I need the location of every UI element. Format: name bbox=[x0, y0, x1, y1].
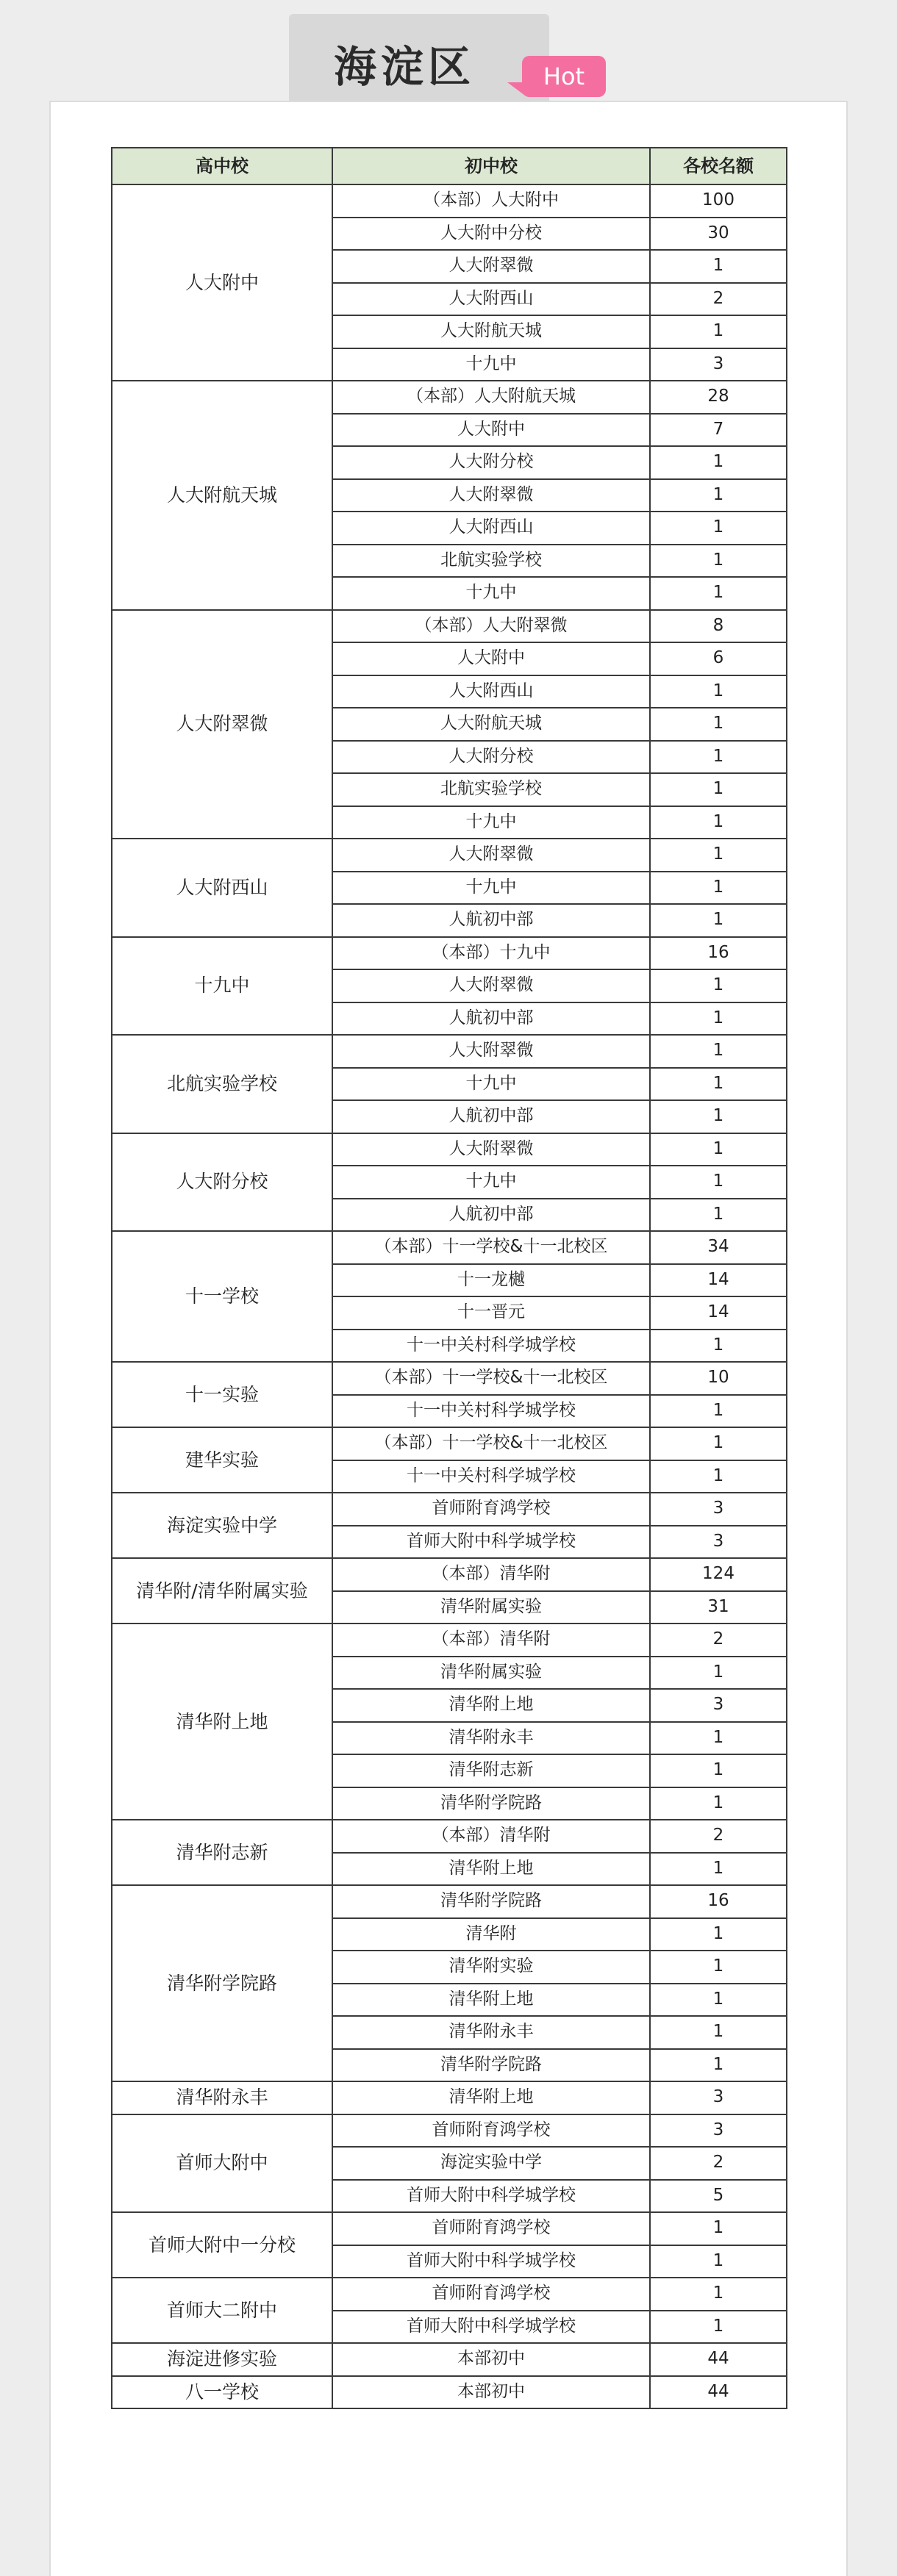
table-row bbox=[112, 1885, 787, 1918]
table-row bbox=[112, 2081, 787, 2114]
quota-cell: 1 bbox=[650, 1918, 787, 1951]
region-title-box bbox=[289, 14, 549, 112]
quota-cell: 10 bbox=[650, 1362, 787, 1395]
middle-school-cell: 人大附西山 bbox=[332, 512, 650, 545]
middle-school-cell: 人航初中部 bbox=[332, 1100, 650, 1133]
middle-school-cell: （本部）十一学校&十一北校区 bbox=[332, 1362, 650, 1395]
middle-school-cell: 人大附翠微 bbox=[332, 839, 650, 872]
quota-cell: 16 bbox=[650, 1885, 787, 1918]
quota-cell: 28 bbox=[650, 381, 787, 414]
table-row bbox=[112, 1624, 787, 1657]
quota-cell: 1 bbox=[650, 1951, 787, 1984]
quota-cell: 100 bbox=[650, 184, 787, 218]
quota-cell: 1 bbox=[650, 1657, 787, 1690]
quota-cell: 8 bbox=[650, 610, 787, 643]
middle-school-cell: 清华附上地 bbox=[332, 1984, 650, 2017]
quota-cell: 124 bbox=[650, 1558, 787, 1591]
high-school-cell: 八一学校 bbox=[112, 2376, 332, 2409]
quota-cell: 1 bbox=[650, 545, 787, 578]
table-row bbox=[112, 839, 787, 872]
table-row bbox=[112, 2212, 787, 2245]
quota-cell: 1 bbox=[650, 250, 787, 283]
table-row bbox=[112, 2278, 787, 2311]
high-school-cell: 人大附中 bbox=[112, 184, 332, 381]
quota-cell: 5 bbox=[650, 2180, 787, 2213]
quota-cell: 44 bbox=[650, 2343, 787, 2376]
middle-school-cell: 清华附学院路 bbox=[332, 2049, 650, 2082]
quota-cell: 1 bbox=[650, 2278, 787, 2311]
quota-cell: 44 bbox=[650, 2376, 787, 2409]
quota-cell: 6 bbox=[650, 642, 787, 675]
table-row bbox=[112, 1362, 787, 1395]
high-school-cell: 十一实验 bbox=[112, 1362, 332, 1427]
quota-cell: 1 bbox=[650, 904, 787, 937]
middle-school-cell: 北航实验学校 bbox=[332, 773, 650, 806]
middle-school-cell: 人大附翠微 bbox=[332, 969, 650, 1002]
quota-cell: 1 bbox=[650, 1460, 787, 1493]
middle-school-cell: 十一中关村科学城学校 bbox=[332, 1460, 650, 1493]
quota-cell: 1 bbox=[650, 2245, 787, 2278]
table-row bbox=[112, 1133, 787, 1166]
high-school-cell: 人大附翠微 bbox=[112, 610, 332, 839]
high-school-cell: 北航实验学校 bbox=[112, 1035, 332, 1133]
quota-cell: 1 bbox=[650, 1166, 787, 1199]
middle-school-cell: 清华附属实验 bbox=[332, 1657, 650, 1690]
middle-school-cell: 本部初中 bbox=[332, 2343, 650, 2376]
middle-school-cell: 首师大附中科学城学校 bbox=[332, 2311, 650, 2344]
middle-school-cell: 北航实验学校 bbox=[332, 545, 650, 578]
high-school-cell: 十九中 bbox=[112, 937, 332, 1036]
middle-school-cell: 人大附分校 bbox=[332, 446, 650, 479]
header-middle-school: 初中校 bbox=[332, 148, 650, 184]
middle-school-cell: 清华附永丰 bbox=[332, 2016, 650, 2049]
header-high-school: 高中校 bbox=[112, 148, 332, 184]
high-school-cell: 清华附上地 bbox=[112, 1624, 332, 1820]
high-school-cell: 首师大附中一分校 bbox=[112, 2212, 332, 2278]
quota-cell: 3 bbox=[650, 2114, 787, 2148]
middle-school-cell: 清华附上地 bbox=[332, 2081, 650, 2114]
quota-cell: 1 bbox=[650, 2049, 787, 2082]
hot-badge: Hot bbox=[522, 56, 606, 97]
middle-school-cell: 十一中关村科学城学校 bbox=[332, 1395, 650, 1428]
quota-cell: 31 bbox=[650, 1591, 787, 1624]
table-row bbox=[112, 1231, 787, 1264]
middle-school-cell: 首师大附中科学城学校 bbox=[332, 2245, 650, 2278]
middle-school-cell: 十九中 bbox=[332, 1068, 650, 1101]
middle-school-cell: （本部）人大附航天城 bbox=[332, 381, 650, 414]
middle-school-cell: 人大附翠微 bbox=[332, 1035, 650, 1068]
high-school-cell: 清华附学院路 bbox=[112, 1885, 332, 2081]
table-row bbox=[112, 2376, 787, 2409]
quota-cell: 3 bbox=[650, 1689, 787, 1722]
middle-school-cell: 清华附志新 bbox=[332, 1754, 650, 1787]
table-row bbox=[112, 1820, 787, 1853]
table-row bbox=[112, 2114, 787, 2148]
table-row bbox=[112, 381, 787, 414]
quota-cell: 1 bbox=[650, 1984, 787, 2017]
middle-school-cell: 人大附西山 bbox=[332, 675, 650, 708]
quota-cell: 2 bbox=[650, 283, 787, 316]
middle-school-cell: 人大附西山 bbox=[332, 283, 650, 316]
table-body bbox=[112, 184, 787, 2408]
quota-cell: 1 bbox=[650, 2311, 787, 2344]
middle-school-cell: 首师大附中科学城学校 bbox=[332, 2180, 650, 2213]
quota-cell: 1 bbox=[650, 1787, 787, 1820]
middle-school-cell: 人大附翠微 bbox=[332, 479, 650, 512]
quota-cell: 1 bbox=[650, 446, 787, 479]
high-school-cell: 十一学校 bbox=[112, 1231, 332, 1362]
quota-cell: 14 bbox=[650, 1264, 787, 1297]
quota-cell: 1 bbox=[650, 1002, 787, 1036]
quota-cell: 1 bbox=[650, 1068, 787, 1101]
header-quota: 各校名额 bbox=[650, 148, 787, 184]
quota-cell: 30 bbox=[650, 218, 787, 251]
quota-cell: 2 bbox=[650, 2147, 787, 2180]
table-row bbox=[112, 610, 787, 643]
middle-school-cell: 首师附育鸿学校 bbox=[332, 1493, 650, 1526]
region-title: 海淀区 bbox=[333, 42, 475, 92]
quota-cell: 1 bbox=[650, 1722, 787, 1755]
high-school-cell: 清华附志新 bbox=[112, 1820, 332, 1885]
quota-cell: 3 bbox=[650, 348, 787, 381]
table-row bbox=[112, 1035, 787, 1068]
high-school-cell: 首师大二附中 bbox=[112, 2278, 332, 2343]
quota-cell: 1 bbox=[650, 969, 787, 1002]
quota-cell: 16 bbox=[650, 937, 787, 970]
middle-school-cell: 首师附育鸿学校 bbox=[332, 2114, 650, 2148]
high-school-cell: 人大附分校 bbox=[112, 1133, 332, 1232]
middle-school-cell: 十一龙樾 bbox=[332, 1264, 650, 1297]
high-school-cell: 首师大附中 bbox=[112, 2114, 332, 2213]
middle-school-cell: 十一中关村科学城学校 bbox=[332, 1330, 650, 1363]
middle-school-cell: 清华附永丰 bbox=[332, 1722, 650, 1755]
middle-school-cell: 清华附学院路 bbox=[332, 1885, 650, 1918]
middle-school-cell: 十九中 bbox=[332, 348, 650, 381]
quota-cell: 1 bbox=[650, 512, 787, 545]
quota-cell: 3 bbox=[650, 1526, 787, 1559]
high-school-cell: 人大附西山 bbox=[112, 839, 332, 937]
table-row bbox=[112, 1493, 787, 1526]
quota-cell: 1 bbox=[650, 1133, 787, 1166]
middle-school-cell: 清华附学院路 bbox=[332, 1787, 650, 1820]
quota-cell: 1 bbox=[650, 839, 787, 872]
quota-cell: 1 bbox=[650, 1427, 787, 1460]
quota-card bbox=[49, 101, 848, 2576]
middle-school-cell: （本部）十九中 bbox=[332, 937, 650, 970]
middle-school-cell: 十九中 bbox=[332, 806, 650, 839]
table-row bbox=[112, 1427, 787, 1460]
high-school-cell: 人大附航天城 bbox=[112, 381, 332, 610]
high-school-cell: 清华附永丰 bbox=[112, 2081, 332, 2114]
middle-school-cell: 首师附育鸿学校 bbox=[332, 2278, 650, 2311]
middle-school-cell: 清华附上地 bbox=[332, 1689, 650, 1722]
quota-cell: 1 bbox=[650, 708, 787, 741]
quota-cell: 7 bbox=[650, 414, 787, 447]
table-row bbox=[112, 1558, 787, 1591]
middle-school-cell: 清华附上地 bbox=[332, 1853, 650, 1886]
middle-school-cell: （本部）十一学校&十一北校区 bbox=[332, 1427, 650, 1460]
middle-school-cell: 清华附属实验 bbox=[332, 1591, 650, 1624]
middle-school-cell: 人大附航天城 bbox=[332, 708, 650, 741]
quota-table bbox=[111, 147, 787, 2409]
middle-school-cell: 人大附中 bbox=[332, 414, 650, 447]
quota-cell: 1 bbox=[650, 1100, 787, 1133]
middle-school-cell: 人航初中部 bbox=[332, 1002, 650, 1036]
middle-school-cell: 清华附实验 bbox=[332, 1951, 650, 1984]
middle-school-cell: （本部）十一学校&十一北校区 bbox=[332, 1231, 650, 1264]
table-row bbox=[112, 937, 787, 970]
quota-cell: 1 bbox=[650, 479, 787, 512]
middle-school-cell: 人大附翠微 bbox=[332, 1133, 650, 1166]
quota-cell: 1 bbox=[650, 872, 787, 905]
quota-cell: 1 bbox=[650, 577, 787, 610]
table-row bbox=[112, 184, 787, 218]
middle-school-cell: 十九中 bbox=[332, 872, 650, 905]
middle-school-cell: 首师大附中科学城学校 bbox=[332, 1526, 650, 1559]
middle-school-cell: 海淀实验中学 bbox=[332, 2147, 650, 2180]
high-school-cell: 海淀实验中学 bbox=[112, 1493, 332, 1558]
quota-cell: 3 bbox=[650, 2081, 787, 2114]
quota-cell: 2 bbox=[650, 1624, 787, 1657]
quota-cell: 2 bbox=[650, 1820, 787, 1853]
quota-cell: 1 bbox=[650, 1035, 787, 1068]
quota-cell: 1 bbox=[650, 2212, 787, 2245]
quota-cell: 1 bbox=[650, 1395, 787, 1428]
middle-school-cell: 清华附 bbox=[332, 1918, 650, 1951]
quota-cell: 1 bbox=[650, 741, 787, 774]
middle-school-cell: （本部）清华附 bbox=[332, 1624, 650, 1657]
quota-cell: 1 bbox=[650, 675, 787, 708]
quota-cell: 1 bbox=[650, 806, 787, 839]
middle-school-cell: 人大附航天城 bbox=[332, 315, 650, 348]
high-school-cell: 建华实验 bbox=[112, 1427, 332, 1493]
quota-cell: 34 bbox=[650, 1231, 787, 1264]
quota-cell: 1 bbox=[650, 1853, 787, 1886]
middle-school-cell: 本部初中 bbox=[332, 2376, 650, 2409]
middle-school-cell: （本部）清华附 bbox=[332, 1558, 650, 1591]
middle-school-cell: 人大附分校 bbox=[332, 741, 650, 774]
middle-school-cell: （本部）清华附 bbox=[332, 1820, 650, 1853]
middle-school-cell: （本部）人大附中 bbox=[332, 184, 650, 218]
middle-school-cell: 首师附育鸿学校 bbox=[332, 2212, 650, 2245]
middle-school-cell: 人大附中分校 bbox=[332, 218, 650, 251]
quota-cell: 1 bbox=[650, 1330, 787, 1363]
middle-school-cell: （本部）人大附翠微 bbox=[332, 610, 650, 643]
quota-cell: 1 bbox=[650, 2016, 787, 2049]
middle-school-cell: 人航初中部 bbox=[332, 904, 650, 937]
middle-school-cell: 人大附中 bbox=[332, 642, 650, 675]
table-header-row bbox=[112, 148, 787, 184]
middle-school-cell: 十九中 bbox=[332, 577, 650, 610]
table-row bbox=[112, 2343, 787, 2376]
middle-school-cell: 人航初中部 bbox=[332, 1199, 650, 1232]
quota-cell: 14 bbox=[650, 1296, 787, 1330]
quota-cell: 1 bbox=[650, 315, 787, 348]
middle-school-cell: 人大附翠微 bbox=[332, 250, 650, 283]
high-school-cell: 海淀进修实验 bbox=[112, 2343, 332, 2376]
middle-school-cell: 十九中 bbox=[332, 1166, 650, 1199]
quota-cell: 1 bbox=[650, 1199, 787, 1232]
quota-cell: 1 bbox=[650, 773, 787, 806]
quota-cell: 3 bbox=[650, 1493, 787, 1526]
high-school-cell: 清华附/清华附属实验 bbox=[112, 1558, 332, 1624]
quota-cell: 1 bbox=[650, 1754, 787, 1787]
middle-school-cell: 十一晋元 bbox=[332, 1296, 650, 1330]
